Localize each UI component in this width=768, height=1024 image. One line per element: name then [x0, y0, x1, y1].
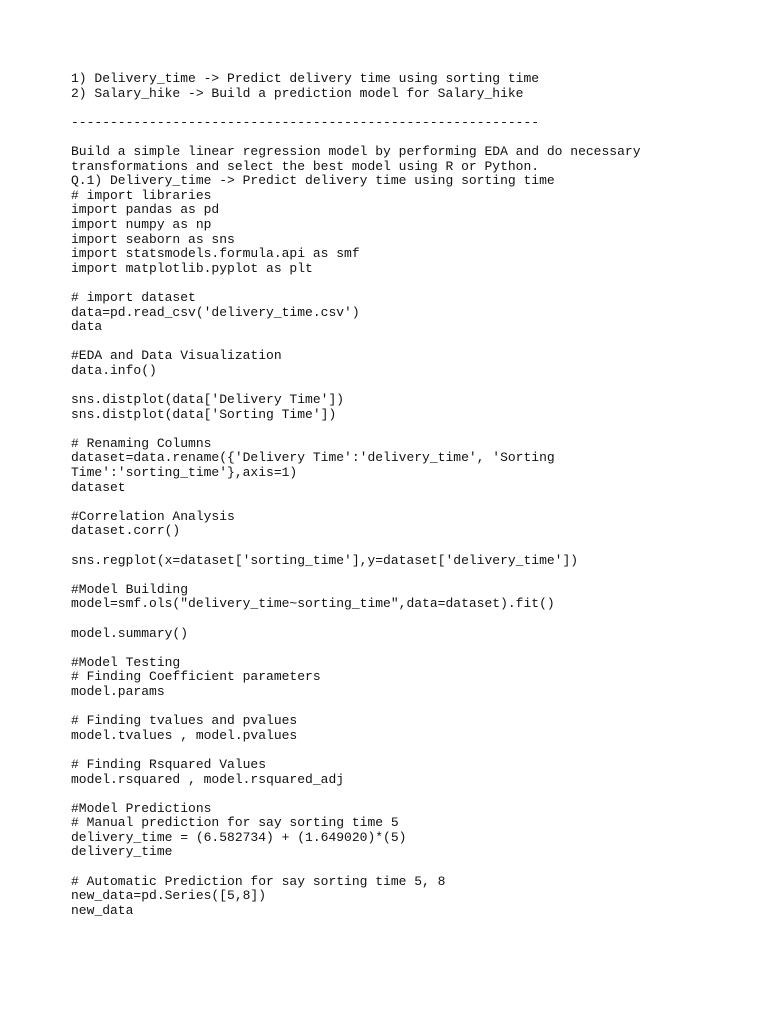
code-line — [71, 612, 751, 627]
code-line: model.params — [71, 683, 165, 699]
doc-line: Q.1) Delivery_time -> Predict delivery time using sorting time — [71, 173, 555, 189]
code-line — [71, 539, 751, 554]
code-line — [71, 495, 751, 510]
code-line — [71, 568, 751, 583]
code-line — [71, 700, 751, 715]
code-line: import seaborn as sns — [71, 231, 235, 247]
code-line: import numpy as np — [71, 216, 212, 232]
code-line — [71, 276, 751, 291]
doc-line — [71, 130, 751, 145]
code-line: # Finding Coefficient parameters — [71, 669, 321, 685]
code-line: delivery_time — [71, 844, 173, 860]
code-line: #Model Testing — [71, 654, 181, 670]
code-line — [71, 787, 751, 802]
code-line: import statsmodels.formula.api as smf — [71, 246, 360, 262]
code-line: # import dataset — [71, 289, 196, 305]
code-line: # import libraries — [71, 187, 212, 203]
code-line: import matplotlib.pyplot as plt — [71, 260, 313, 276]
code-line: model.rsquared , model.rsquared_adj — [71, 771, 345, 787]
document-body — [71, 72, 751, 918]
doc-line: 1) Delivery_time -> Predict delivery time using sorting time — [71, 71, 540, 86]
code-line — [71, 335, 751, 350]
code-line: sns.distplot(data['Sorting Time']) — [71, 406, 337, 422]
doc-line: Build a simple linear regression model by performing EDA and do necessary — [71, 143, 641, 159]
doc-line: transformations and select the best model using R or Python. — [71, 158, 540, 174]
code-line: dataset.corr() — [71, 523, 181, 539]
code-line — [71, 641, 751, 656]
code-line: # Automatic Prediction for say sorting time 5, 8 — [71, 873, 446, 889]
code-line: #Model Building — [71, 581, 189, 597]
code-line: model=smf.ols("delivery_time~sorting_time",data=dataset).fit() — [71, 596, 555, 612]
code-line: delivery_time = (6.582734) + (1.649020)*(5) — [71, 829, 407, 845]
code-line: #Model Predictions — [71, 800, 212, 816]
doc-line — [71, 101, 751, 116]
code-line: data=pd.read_csv('delivery_time.csv') — [71, 304, 360, 320]
code-line: sns.distplot(data['Delivery Time']) — [71, 392, 345, 408]
code-line: model.summary() — [71, 625, 189, 641]
code-line: dataset — [71, 479, 126, 495]
doc-line: 2) Salary_hike -> Build a prediction model for Salary_hike — [71, 85, 524, 101]
code-line: data — [71, 319, 103, 335]
code-line: model.tvalues , model.pvalues — [71, 727, 298, 743]
code-line: # Renaming Columns — [71, 435, 212, 451]
code-line — [71, 378, 751, 393]
code-line — [71, 860, 751, 875]
code-line: # Manual prediction for say sorting time 5 — [71, 815, 399, 831]
code-line: # Finding tvalues and pvalues — [71, 713, 298, 729]
code-line: #Correlation Analysis — [71, 508, 235, 524]
code-line — [71, 422, 751, 437]
code-line: data.info() — [71, 362, 157, 378]
code-line: import pandas as pd — [71, 202, 220, 218]
code-line: new_data=pd.Series([5,8]) — [71, 888, 267, 904]
code-line: # Finding Rsquared Values — [71, 756, 267, 772]
code-line: dataset=data.rename({'Delivery Time':'delivery_time', 'Sorting — [71, 450, 555, 466]
code-line: sns.regplot(x=dataset['sorting_time'],y=dataset['delivery_time']) — [71, 552, 579, 568]
code-line: #EDA and Data Visualization — [71, 348, 282, 364]
code-line: Time':'sorting_time'},axis=1) — [71, 465, 298, 481]
separator-line: ------------------------------------------------------------ — [71, 114, 540, 130]
code-line: new_data — [71, 902, 134, 918]
code-line — [71, 743, 751, 758]
